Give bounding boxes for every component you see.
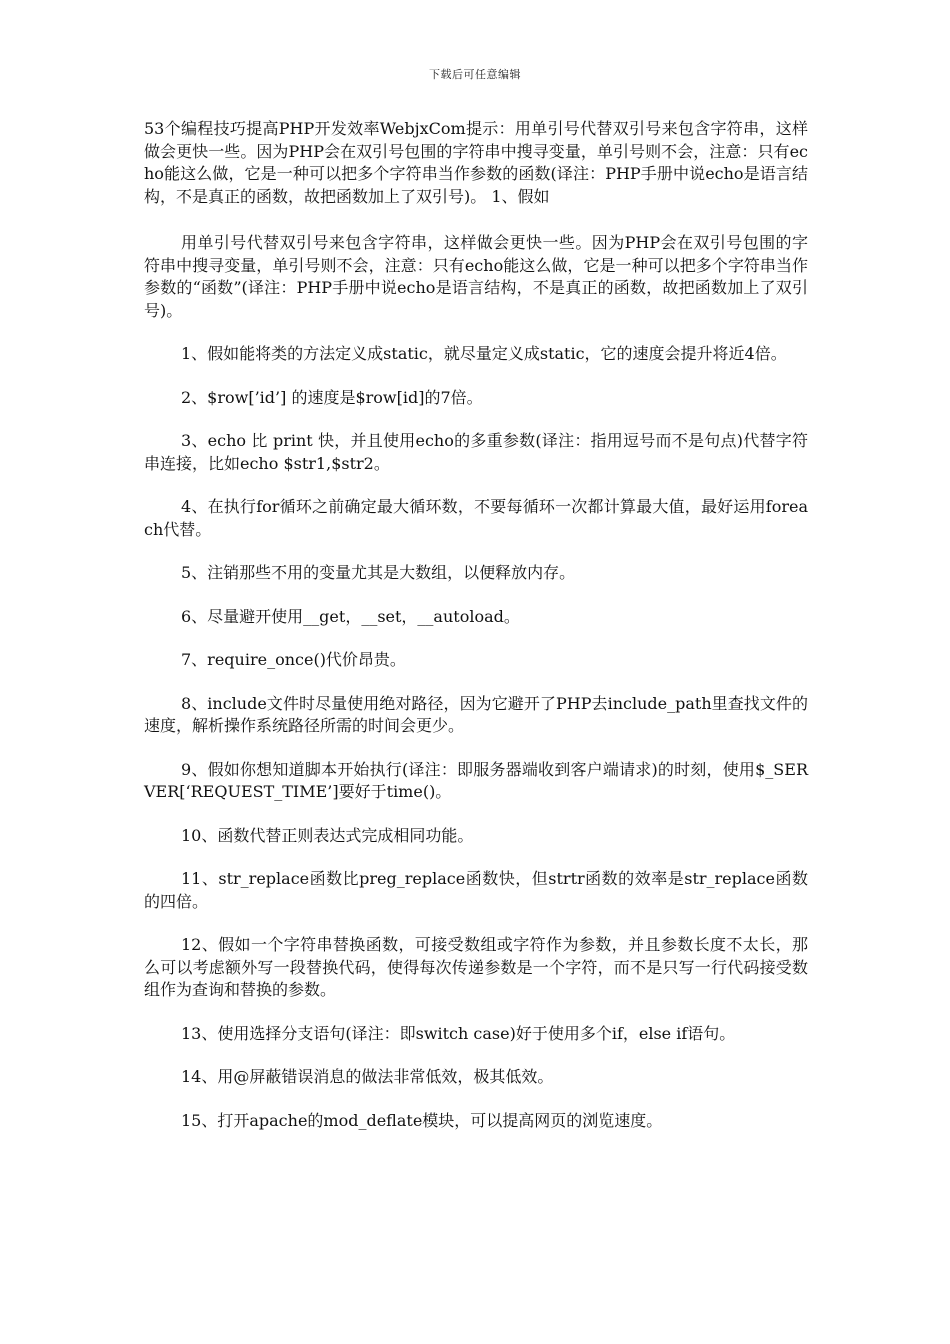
intro-paragraph: 53个编程技巧提高PHP开发效率WebjxCom提示：用单引号代替双引号来包含字符串，这样做会更快一些。因为PHP会在双引号包围的字符串中搜寻变量，单引号则不会，注意：只有echo能这么做，它是一种可以把多个字符串当作参数的函数(译注：PHP手册中说echo是语言结构，不是真正的函数，故把函数加上了双引号)。 1、假如 <box>144 119 808 206</box>
tip-13: 13、使用选择分支语句(译注：即switch case)好于使用多个if，else if语句。 <box>181 1023 736 1043</box>
document-body <box>144 118 808 1153</box>
paragraph: 用单引号代替双引号来包含字符串，这样做会更快一些。因为PHP会在双引号包围的字符串中搜寻变量，单引号则不会，注意：只有echo能这么做，它是一种可以把多个字符串当作参数的“函数”(译注：PHP手册中说echo是语言结构，不是真正的函数，故把函数加上了双引号)。 <box>144 233 808 320</box>
tip-4: 4、在执行for循环之前确定最大循环数，不要每循环一次都计算最大值，最好运用foreach代替。 <box>144 497 808 539</box>
tip-11: 11、str_replace函数比preg_replace函数快，但strtr函数的效率是str_replace函数的四倍。 <box>144 869 808 911</box>
tip-14: 14、用@屏蔽错误消息的做法非常低效，极其低效。 <box>181 1067 554 1086</box>
tip-9: 9、假如你想知道脚本开始执行(译注：即服务器端收到客户端请求)的时刻，使用$_SERVER[‘REQUEST_TIME’]要好于time()。 <box>144 759 808 801</box>
tip-8: 8、include文件时尽量使用绝对路径，因为它避开了PHP去include_path里查找文件的速度，解析操作系统路径所需的时间会更少。 <box>144 693 808 735</box>
tip-7: 7、require_once()代价昂贵。 <box>181 650 406 669</box>
tip-1: 1、假如能将类的方法定义成static，就尽量定义成static，它的速度会提升将近4倍。 <box>181 344 787 363</box>
tip-5: 5、注销那些不用的变量尤其是大数组，以便释放内存。 <box>181 563 576 582</box>
tip-2: 2、$row[’id’] 的速度是$row[id]的7倍。 <box>181 387 483 407</box>
tip-3: 3、echo 比 print 快，并且使用echo的多重参数(译注：指用逗号而不是句点)代替字符串连接，比如echo $str1,$str2。 <box>144 431 808 473</box>
tip-10: 10、函数代替正则表达式完成相同功能。 <box>181 825 474 845</box>
page-header: 下载后可任意编辑 <box>429 68 521 81</box>
tip-15: 15、打开apache的mod_deflate模块，可以提高网页的浏览速度。 <box>181 1110 663 1130</box>
tip-12: 12、假如一个字符串替换函数，可接受数组或字符作为参数，并且参数长度不太长，那么可以考虑额外写一段替换代码，使得每次传递参数是一个字符，而不是只写一行代码接受数组作为查询和替换的参数。 <box>144 935 808 999</box>
tip-6: 6、尽量避开使用__get，__set，__autoload。 <box>181 606 520 626</box>
